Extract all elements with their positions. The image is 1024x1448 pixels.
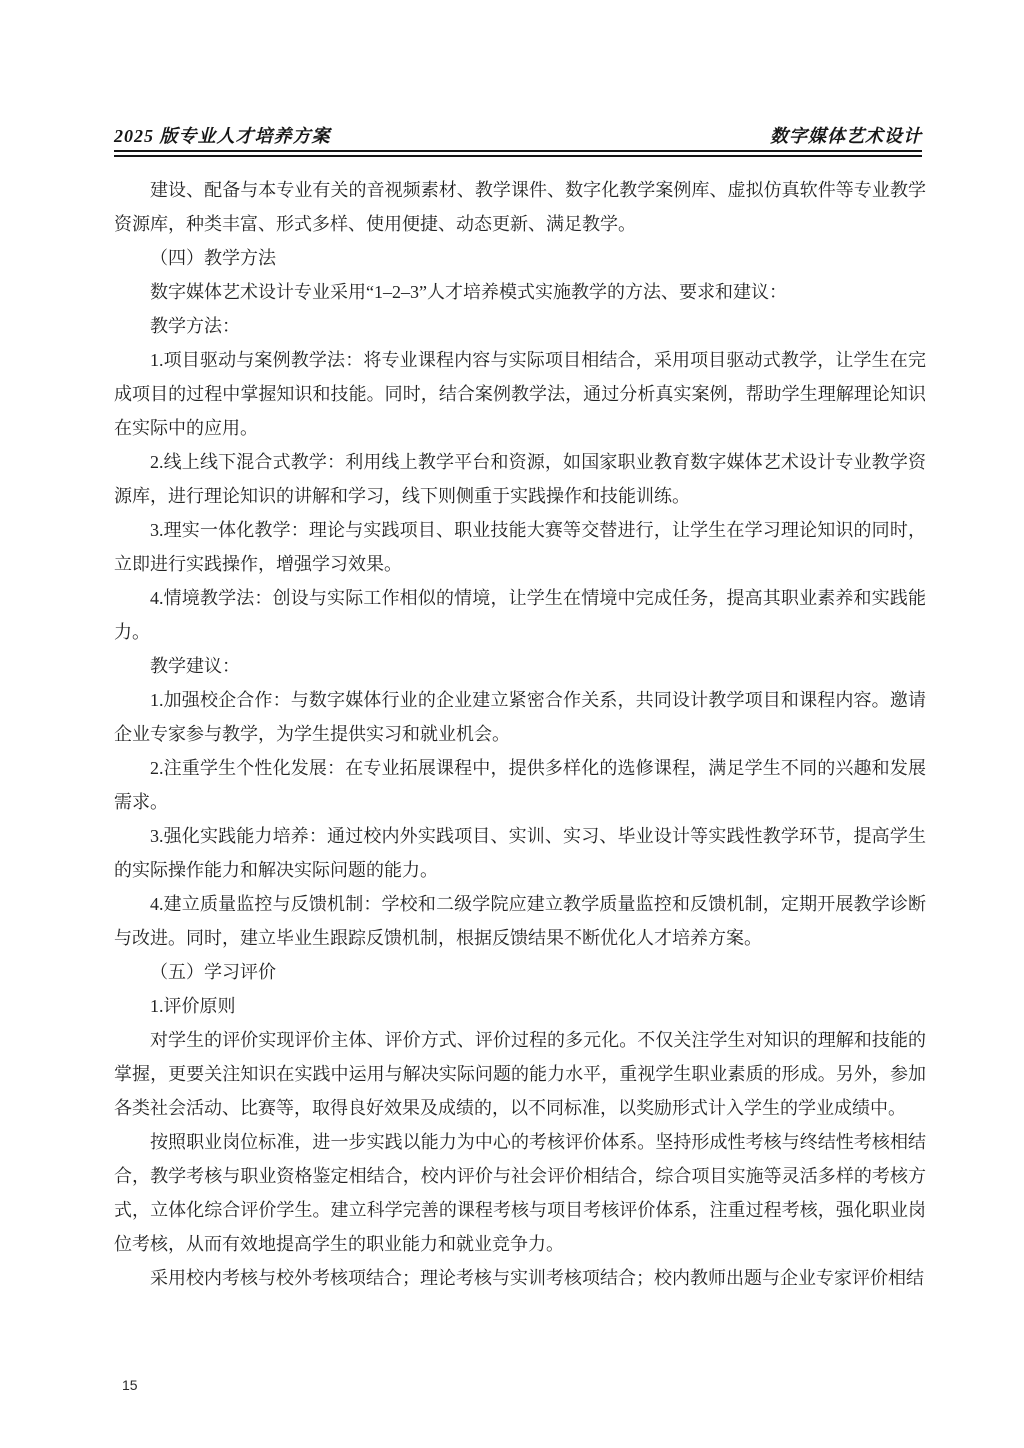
paragraph-resource-library: 建设、配备与本专业有关的音视频素材、教学课件、数字化教学案例库、虚拟仿真软件等专业教学资源库，种类丰富、形式多样、使用便捷、动态更新、满足教学。	[114, 180, 926, 234]
paragraph-suggestion-4: 4.建立质量监控与反馈机制：学校和二级学院应建立教学质量监控和反馈机制，定期开展教学诊断与改进。同时，建立毕业生跟踪反馈机制，根据反馈结果不断优化人才培养方案。	[114, 894, 926, 948]
paragraph-method-3: 3.理实一体化教学：理论与实践项目、职业技能大赛等交替进行，让学生在学习理论知识的同时，立即进行实践操作，增强学习效果。	[114, 520, 926, 574]
paragraph-mode-intro: 数字媒体艺术设计专业采用“1–2–3”人才培养模式实施教学的方法、要求和建议：	[150, 282, 787, 302]
subheading-teaching-methods: 教学方法：	[150, 316, 240, 336]
header-right-title: 数字媒体艺术设计	[770, 126, 922, 146]
paragraph-evaluation-3: 采用校内考核与校外考核项结合；理论考核与实训考核项结合；校内教师出题与企业专家评价相结	[150, 1268, 924, 1288]
heading-section-4-teaching-methods: （四）教学方法	[150, 248, 276, 268]
document-body	[114, 173, 926, 1295]
subheading-evaluation-principles: 1.评价原则	[150, 996, 236, 1016]
paragraph-method-4: 4.情境教学法：创设与实际工作相似的情境，让学生在情境中完成任务，提高其职业素养和实践能力。	[114, 588, 926, 642]
paragraph-method-1: 1.项目驱动与案例教学法：将专业课程内容与实际项目相结合，采用项目驱动式教学，让学生在完成项目的过程中掌握知识和技能。同时，结合案例教学法，通过分析真实案例，帮助学生理解理论知识在实际中的应用。	[114, 350, 926, 438]
paragraph-evaluation-2: 按照职业岗位标准，进一步实践以能力为中心的考核评价体系。坚持形成性考核与终结性考核相结合，教学考核与职业资格鉴定相结合，校内评价与社会评价相结合，综合项目实施等灵活多样的考核方式，立体化综合评价学生。建立科学完善的课程考核与项目考核评价体系，注重过程考核，强化职业岗位考核，从而有效地提高学生的职业能力和就业竞争力。	[114, 1132, 926, 1254]
subheading-teaching-suggestions: 教学建议：	[150, 656, 240, 676]
page-header	[114, 122, 922, 148]
paragraph-suggestion-2: 2.注重学生个性化发展：在专业拓展课程中，提供多样化的选修课程，满足学生不同的兴趣和发展需求。	[114, 758, 926, 812]
paragraph-suggestion-3: 3.强化实践能力培养：通过校内外实践项目、实训、实习、毕业设计等实践性教学环节，提高学生的实际操作能力和解决实际问题的能力。	[114, 826, 926, 880]
paragraph-evaluation-1: 对学生的评价实现评价主体、评价方式、评价过程的多元化。不仅关注学生对知识的理解和技能的掌握，更要关注知识在实践中运用与解决实际问题的能力水平，重视学生职业素质的形成。另外，参加各类社会活动、比赛等，取得良好效果及成绩的，以不同标准，以奖励形式计入学生的学业成绩中。	[114, 1030, 926, 1118]
heading-section-5-learning-evaluation: （五）学习评价	[150, 962, 276, 982]
header-left-title: 2025 版专业人才培养方案	[114, 126, 331, 146]
paragraph-suggestion-1: 1.加强校企合作：与数字媒体行业的企业建立紧密合作关系，共同设计教学项目和课程内容。邀请企业专家参与教学，为学生提供实习和就业机会。	[114, 690, 926, 744]
header-double-rule	[114, 150, 922, 157]
paragraph-method-2: 2.线上线下混合式教学：利用线上教学平台和资源，如国家职业教育数字媒体艺术设计专业教学资源库，进行理论知识的讲解和学习，线下则侧重于实践操作和技能训练。	[114, 452, 926, 506]
page-number: 15	[122, 1377, 138, 1393]
